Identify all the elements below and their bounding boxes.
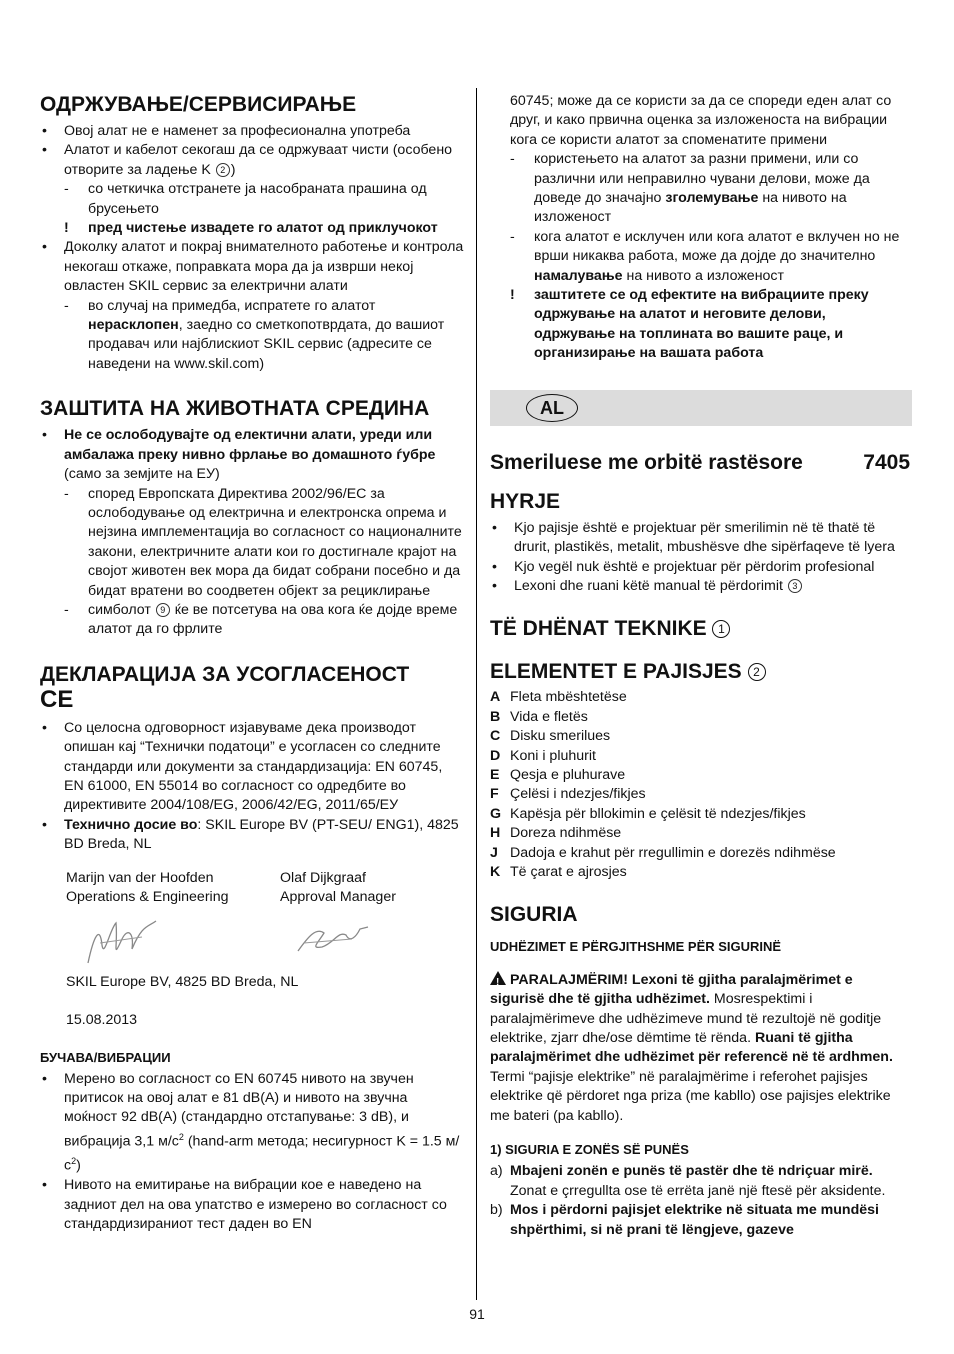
figure-ref: 2: [216, 163, 230, 177]
warning-note: ! пред чистење извадете го алатот од приклучокот: [40, 219, 464, 238]
list-item: - користењето на алатот за разни примени, или со различни или неправилно чувани делови, може да доведе до значајно зголемување на нивото на изложеност: [486, 150, 910, 228]
element-item: [490, 863, 910, 882]
element-item: [490, 727, 910, 746]
element-label: Të çarat e ajrosjes: [510, 863, 627, 880]
element-label: Doreza ndihmëse: [510, 825, 622, 842]
list-item: - во случај на примедба, испратете го алатот нерасклопен, заедно со сметкопотврдата, до вашиот продавач или најблискиот SKIL сервис (адресите се наведени на www.skil.com): [40, 297, 464, 375]
page-number: 91: [469, 1306, 485, 1322]
element-item: [490, 708, 910, 727]
safety-subheading: UDHËZIMET E PËRGJITHSHME PËR SIGURINË: [490, 939, 782, 955]
element-key: C: [490, 728, 501, 745]
element-label: Qesja e pluhurave: [510, 766, 626, 783]
signatories: [40, 869, 464, 908]
list-item: • Kjo vegël nuk është e projektuar për përdorim profesional: [490, 558, 910, 577]
noise-list: [40, 1070, 464, 1235]
element-item: [490, 805, 910, 824]
left-column: [40, 92, 464, 1234]
element-label: Dadoja e krahut për rregullimin e dorezës ndihmëse: [510, 844, 836, 861]
element-label: Kapësja për bllokimin e çelësit të ndezjes/fikjes: [510, 805, 806, 822]
intro-list: [490, 519, 910, 597]
sub-list: [40, 180, 464, 219]
list-item: • Нивото на емитирање на вибрации кое е наведено на задниот дел на ова упатство е измерено во согласност со стандардизираниот тест даден во EN: [40, 1176, 464, 1234]
list-item: a) Mbajeni zonën e punës të pastër dhe të ndriçuar mirë. Zonat e çrregullta ose të errëta janë një ftesë për aksidente.: [490, 1163, 886, 1199]
figure-ref: 9: [156, 603, 170, 617]
list-item: • Lexoni dhe ruani këtë manual të përdorimit 3: [490, 577, 910, 596]
list-item: • Мерено во согласност со EN 60745 нивото на звучен притисок на овој алат е 81 dB(A) и нивото на звучна моќност 92 dB(A) (стандардно отстапување: 3 dB), и вибрација 3,1 $м/с^2$ (hand-arm метода; несигурност K = 1.5 $м/с^2$): [40, 1070, 464, 1177]
elements-list: [490, 688, 910, 882]
language-badge: AL: [526, 394, 578, 422]
list-item: • Kjo pajisje është e projektuar për smerilimin në të thatë të drurit, plastikës, metalit, mbushësve dhe sipërfaqeve të lyera: [490, 519, 910, 558]
list-item: - симболот 9 ќе ве потсетува на ова кога ќе дојде време алатот да го фрлите: [40, 601, 464, 640]
list-item: • Овој алат не е наменет за професионална употреба: [40, 122, 464, 141]
element-key: A: [490, 689, 501, 706]
warning-triangle-icon: [490, 971, 506, 985]
element-label: Çelësi i ndezjes/fikjes: [510, 786, 646, 803]
element-key: F: [490, 786, 499, 803]
environment-heading: ЗАШТИТА НА ЖИВОТНАТА СРЕДИНА: [40, 397, 430, 421]
element-label: Fleta mbështetëse: [510, 689, 627, 706]
element-key: G: [490, 805, 502, 822]
work-area-subheading: 1) SIGURIA E ZONËS SË PUNËS: [490, 1142, 689, 1158]
element-label: Disku smerilues: [510, 728, 611, 745]
declaration-list: [40, 719, 464, 855]
list-item: - со четкичка отстранете ја насобраната прашина од брусењето: [40, 180, 464, 219]
declaration-heading: ДЕКЛАРАЦИЈА ЗА УСОГЛАСЕНОСТ CE: [40, 662, 410, 713]
vibration-sub-list: [486, 150, 910, 286]
work-area-list: [490, 1162, 910, 1240]
sub-list: [40, 297, 464, 375]
signature-1-image: [82, 915, 162, 969]
warning-note: ! заштитете се од ефектите на вибрациите преку одржување на алатот и неговите делови, одржување на топлината во вашите раце, и организирање на вашата работа: [486, 286, 910, 364]
maintenance-heading: ОДРЖУВАЊЕ/СЕРВИСИРАЊЕ: [40, 93, 357, 116]
elements-heading: ELEMENTET E PAJISJES 2: [490, 659, 910, 684]
environment-list: [40, 426, 464, 639]
declaration-date: 15.08.2013: [66, 1011, 138, 1028]
product-title: Smeriluese me orbitë rastësore 7405: [490, 450, 910, 474]
list-item: • Алатот и кабелот секогаш да се одржуваат чисти (особено отворите за ладење K 2 ) - со четкичка отстранете ја насобраната прашина од брусењето ! пред чистење извадете го алатот од приклучокот: [40, 141, 464, 238]
element-key: K: [490, 863, 501, 880]
list-item: • Со целосна одговорност изјавуваме дека производот опишан кај “Технички податоци” е усогласен со следните стандарди или документи за стандардизација: EN 60745, EN 61000, EN 55014 во согласност со одредбите во директивите 2004/108/EG, 2006/42/EG, 2011/65/ЕУ: [40, 719, 464, 816]
element-key: J: [490, 844, 498, 861]
safety-warning-paragraph: !PARALAJMËRIM! Lexoni të gjitha paralajmërimet e sigurisë dhe të gjitha udhëzimet. Mosrespektimi i paralajmërimeve dhe udhëzimeve mund të rezultojë në goditje elektrike, zjarr dhe/ose dëmtime të rënda. Ruani të gjitha paralajmërimet dhe udhëzimet për referencë në të ardhmen. Termi “pajisje elektrike” në paralajmërime i referohet pajisjes elektrike që përdoret nga priza (me kabllo) ose pajisjes elektrike me bateri (pa kabllo).: [490, 971, 910, 1126]
element-key: D: [490, 747, 501, 764]
safety-heading: SIGURIA: [490, 903, 578, 927]
column-divider: [476, 88, 477, 1300]
signature-images: [40, 907, 464, 973]
element-key: E: [490, 766, 500, 783]
signatory-1: Marijn van der Hoofden Operations & Engineering: [66, 869, 229, 905]
list-item: b) Mos i përdorni pajisjet elektrike në situata me mundësi shpërthimi, si në prani të lëngjeve, gazeve: [490, 1202, 879, 1238]
element-label: Vida e fletës: [510, 708, 588, 725]
figure-ref: 2: [748, 663, 766, 681]
element-key: B: [490, 708, 501, 725]
element-item: [490, 785, 910, 804]
signatory-2: Olaf Dijkgraaf Approval Manager: [280, 869, 396, 905]
signature-2-image: [294, 919, 374, 959]
vibration-continued: 60745; може да се користи за да се спореди еден алат со друг, и како првична оценка за изложеноста на вибрации кога се користи алатот за споменатите примени: [510, 93, 892, 148]
ce-mark: CE: [40, 685, 74, 713]
element-item: [490, 824, 910, 843]
sub-list: [40, 485, 464, 640]
element-key: H: [490, 825, 501, 842]
tech-data-heading: TË DHËNAT TEKNIKE 1: [490, 616, 910, 641]
element-item: [490, 747, 910, 766]
intro-heading: HYRJE: [490, 489, 561, 513]
element-item: [490, 766, 910, 785]
figure-ref: 1: [712, 620, 730, 638]
figure-ref: 3: [788, 579, 802, 593]
maintenance-list: [40, 122, 464, 374]
list-item: • Не се ослободувајте од електични алати, уреди или амбалажа преку нивно фрлање во домашното ѓубре (само за земјите на ЕУ) - според Европската Директива 2002/96/ЕС за ослободување од електрична и електронска опрема и нејзина имплементација во согласност со националните закони, електричните алати кои го достигнале крајот на својот животен век мора да бидат собрани посебно и да бидат вратени во соодветен објект за рециклирање - симболот 9 ќе ве потсетува на ова кога ќе дојде време алатот да го фрлите: [40, 426, 464, 639]
list-item: - според Европската Директива 2002/96/ЕС за ослободување од електрична и електронска опрема и нејзина имплементација во согласност со националните закони, електричните алати кои го достигнале крајот на својот животен век мора да бидат собрани посебно и да бидат вратени во соодветен објект за рециклирање: [40, 485, 464, 601]
element-item: [490, 844, 910, 863]
element-label: Koni i pluhurit: [510, 747, 596, 764]
list-item: • Доколку алатот и покрај внимателното работење и контрола некогаш откаже, поправката мора да ја изврши некој овластен SKIL сервис за електрични алати - во случај на примедба, испратете го алатот нерасклопен, заедно со сметкопотврдата, до вашиот продавач или најблискиот SKIL сервис (адресите се наведени на www.skil.com): [40, 238, 464, 374]
noise-heading: БУЧАВА/ВИБРАЦИИ: [40, 1050, 171, 1066]
language-banner: [490, 390, 912, 426]
company-address: SKIL Europe BV, 4825 BD Breda, NL: [66, 974, 299, 991]
list-item: - кога алатот е исклучен или кога алатот е вклучен но не врши никаква работа, може да дојде до значително намалување на нивото а изложеност: [486, 228, 910, 286]
right-column: [490, 92, 910, 1240]
list-item: • Технично досие во: SKIL Europe BV (PT-SEU/ ENG1), 4825 BD Breda, NL: [40, 816, 464, 855]
element-item: [490, 688, 910, 707]
